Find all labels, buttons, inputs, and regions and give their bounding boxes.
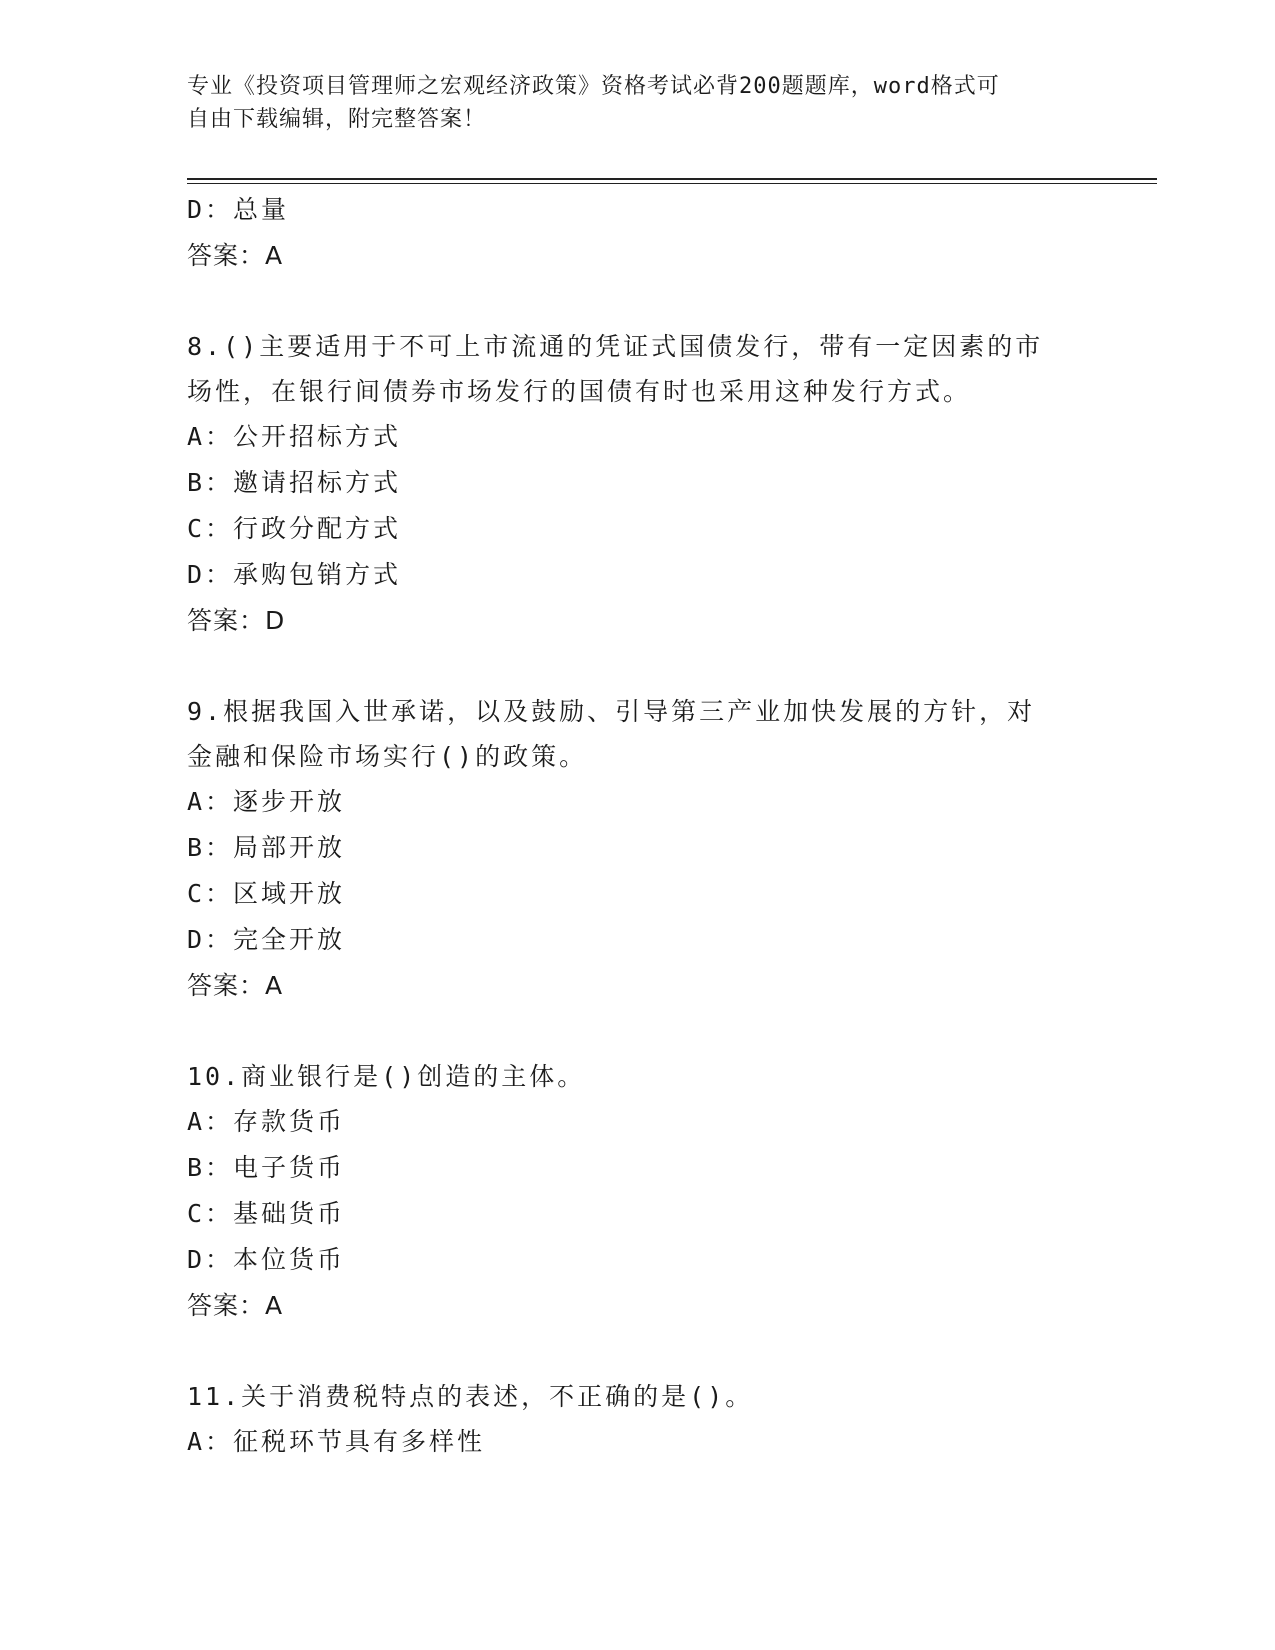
header-line-1: 专业《投资项目管理师之宏观经济政策》资格考试必背200题题库，word格式可 — [187, 74, 1000, 99]
option-c: C：基础货币 — [187, 1199, 346, 1228]
option-a: A：公开招标方式 — [187, 422, 402, 451]
header-line-2: 自由下载编辑，附完整答案！ — [187, 107, 487, 132]
page-header — [187, 70, 1087, 136]
question-stem-line: 金融和保险市场实行()的政策。 — [187, 742, 588, 771]
question-stem-line: 8.()主要适用于不可上市流通的凭证式国债发行，带有一定因素的市 — [187, 332, 1044, 361]
question-stem-line: 场性，在银行间债券市场发行的国债有时也采用这种发行方式。 — [187, 377, 972, 406]
option-d: D：完全开放 — [187, 925, 346, 954]
question-11 — [187, 1374, 1087, 1465]
question-8 — [187, 324, 1087, 644]
option-c: C：区域开放 — [187, 879, 346, 908]
option-b: B：邀请招标方式 — [187, 468, 402, 497]
option-a: A：逐步开放 — [187, 787, 346, 816]
option-b: B：局部开放 — [187, 833, 346, 862]
option-a: A：存款货币 — [187, 1107, 346, 1136]
question-content — [187, 187, 1087, 1465]
option-d: D：本位货币 — [187, 1245, 346, 1274]
header-rule-thin — [187, 183, 1157, 184]
header-rule-thick — [187, 178, 1157, 180]
option-d: D：承购包销方式 — [187, 560, 402, 589]
question-stem-line: 10.商业银行是()创造的主体。 — [187, 1062, 586, 1091]
answer: 答案：D — [187, 606, 286, 635]
answer: 答案：A — [187, 971, 284, 1000]
prev-answer: 答案：A — [187, 241, 284, 270]
prev-option-d: D：总量 — [187, 195, 290, 224]
option-b: B：电子货币 — [187, 1153, 346, 1182]
question-stem-line: 9.根据我国入世承诺，以及鼓励、引导第三产业加快发展的方针，对 — [187, 697, 1036, 726]
question-9 — [187, 689, 1087, 1009]
option-a: A：征税环节具有多样性 — [187, 1427, 486, 1456]
answer: 答案：A — [187, 1291, 284, 1320]
question-10 — [187, 1054, 1087, 1329]
option-c: C：行政分配方式 — [187, 514, 402, 543]
question-stem-line: 11.关于消费税特点的表述，不正确的是()。 — [187, 1382, 754, 1411]
